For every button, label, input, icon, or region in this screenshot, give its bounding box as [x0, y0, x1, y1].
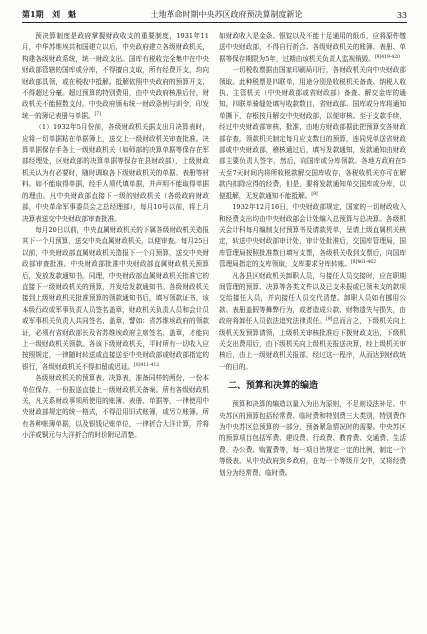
section-heading: 二、预算和决算的编造 — [228, 381, 319, 392]
left-column — [22, 31, 209, 631]
paragraph: 各级财政机关的预算表、决算表，准备同样的两份，一份本单位保存，一份报送直接上一级财政机关备案。所有各级财政机关，凡关系财政事项所使用的账簿、表册、单据等，一律使用中央财政部规定的统一格式，不得沿用旧式账簿，或另立账簿。所有各种账簿单据，以及银钱记账单位，一律折合大洋计算，并将小洋或铜元与大洋折合的时价附记清楚。 — [22, 374, 209, 440]
citation: [9]419-420 — [374, 54, 400, 60]
citation: [8]411-412 — [134, 362, 160, 368]
paragraph: （1）1932年5月份前，各级财政机关据支出月决算表时，应将一切单据粘在单据簿上，送交上一级财政机关审查批准。决算单据保存手各上一级财政机关（如师部的决算单据等保存在军部经理处，区财政部的决算单据等保存在县财政部），上级财政机关认为有必要时，随时调取各下级财政机关的单据、表册等材料。如不能取得单据，经手人须代填单据，并声明不能取得单据的理由。凡中央财政部直接下一级的财政机关（各级政府财政部，中央革命军事委员会之总经理部），每月10号以前，将上月决算表送交中央财政部审查批准。 — [22, 123, 209, 223]
paragraph: 凡各县区财政机关卸职人员，与接任人员交接时，应在职期间管理的预算、决算等各类文件以及已支未报或已领未支的款项交给接任人员，并向接任人员交代清楚。卸职人员如有挪用公款、表册盖假等舞弊行为，或者造成公款、财物遗失与损失，由政府将卸任人员依法追究法律责任。[9]总而言之，下级机关向上级机关发预算请领，上级机关审核批准后下拨财政支出，下级机关支出费用后，由下级机关向上级机关报送决算，经上级机关审核后，由上一级财政机关报部，经过这一程序，从而达到财政统一的目的。 — [219, 271, 406, 371]
paragraph: 预算和决算的编造以量入为出为原则，不足则设法补足。中央苏区的预算包括经常费、临时费和特别费三大类别，特别费作为中央苏区总预算的一部分，预备紧急情况时的需要。中央苏区的预算项目包括军费、建设费、行政费、教育费、交通费、生活费、办公费、购置费等，每一项目皆规定一定的比例，制定一个等级表。从中央政府到乡政府，在每一个等级开支中，又将经费划分为经常费、临时费。 — [219, 400, 406, 477]
citation: [8]461-462 — [350, 259, 376, 265]
header-author: 刘 魁 — [52, 9, 76, 19]
paragraph: 预决算制度是政府掌握财政收支的重要制度，1931年11月，中华苏维埃共和国建立以后，中央政府建立各级财政机关，构建各级财政系统，统一财政支出。国库有税收完全集中在中央财政部管辖的国库或分库，不得擅自支取，所有经费开支，均向财政部具领，或在税收中抵解。抵解依照中央政府的预算开支，不得超过分毫。超过预算的特别费用，由中央政府核准后付，财政机关不能照数支付。中央政府颁布统一财政条例与训令，印发统一的簿记表册与单据。[7] — [22, 32, 209, 120]
issue-number: 第1期 — [22, 9, 44, 19]
citation: [9] — [311, 191, 318, 197]
body-columns — [22, 31, 407, 631]
paragraph: 如财政收入是金条、银锭以及不能十足通用的纸币，应将原件缴送中央财政部，不得自行折合。各级财政机关的账簿、表册、单据等保存期限为5年，过期由该机关负责人监视销毁。$^{[9]419-420}$ — [219, 32, 406, 63]
citation: [7] — [94, 111, 101, 117]
page-number: 33 — [396, 11, 407, 20]
citation: [9] — [326, 316, 333, 322]
paragraph: 每月20日以前，中央直属财政机关的下属各级财政机关造报其下一个月预算，送交中央直属财政机关，以便审查。每月25日以前，中央财政部直属财政机关造报下一个月预算，送交中央财政部审查批准。中央财政部批准中央财政部直属财政机关预算后，发放发款通知书。同理，中央财政部直属财政机关批准它的直接下一级财政机关的预算，并发给发款通知书。各级财政机关接到上级财政机关批准预算的领款通知书后，填写领款证书，该本级行政或军事负责人员签名盖章，财政机关负责人员和会计员或军事机关负责人共同签名、盖章，譬如：省苏维埃政府的领款证，必须有省财政部长及省苏维埃政府主席签名、盖章，才能向上一级财政机关领款。各该下级财政机关，平时所有一切收入应按照规定，一律随时转送或直接送至中央财政部或财政部指定的银行，各级财政机关不得扣留或迟延。$^{[8]411-412}$ — [22, 225, 209, 371]
running-title: 土地革命时期中央苏区政府预决算制度新论 — [150, 10, 303, 19]
paragraph: 1932年12月16日，中央财政部规定，国家的一切财政收入和经费支出均由中央财政部会计处编入总预算与总决算。各级机关会计科每月编制支付预算书及请款凭单，呈请上级直属机关核定，转送中央财政部审计处，审计处批准后，交国库管理局，国库管理局按照批准数目填写支票，各级机关收到支票后，向国库管理局指定的支库领取，支库要求分库转账。$^{[8]461-462}$ — [219, 203, 406, 269]
paragraph: 一切税收票据由国家印刷局印行，各财政机关向中央财政部领取。此种税票是四联单，用途分别是收税机关备查、纳税人收执、主管机关（中央财政部或省财政部）备查、解交金库的通知。四联单骑缝处填写收款数目，省财政部、国库或分库将通知单撕下，存根按月解交中央财政部，以便审核。至于支款手续，经过中央财政部审核、批准，由地方财政部据此把预算交各财政部存查。领款机关制定每月应支数目的预算，连同凭单送省财政部或中央财政部，稽核通过后，填写发款通知，发款通知由财政部主要负责人签字，然后，向国库或分库领款。各地方政府在5天至7天时间内将所收税款解交国库收存，各税收机关亦可在解款内扣除应得的经费，但是，要将发款通知单交国库或分库，以便抵解，无发款通知不能抵解。[9] — [219, 66, 406, 200]
running-header — [22, 9, 407, 23]
right-column — [219, 31, 406, 631]
